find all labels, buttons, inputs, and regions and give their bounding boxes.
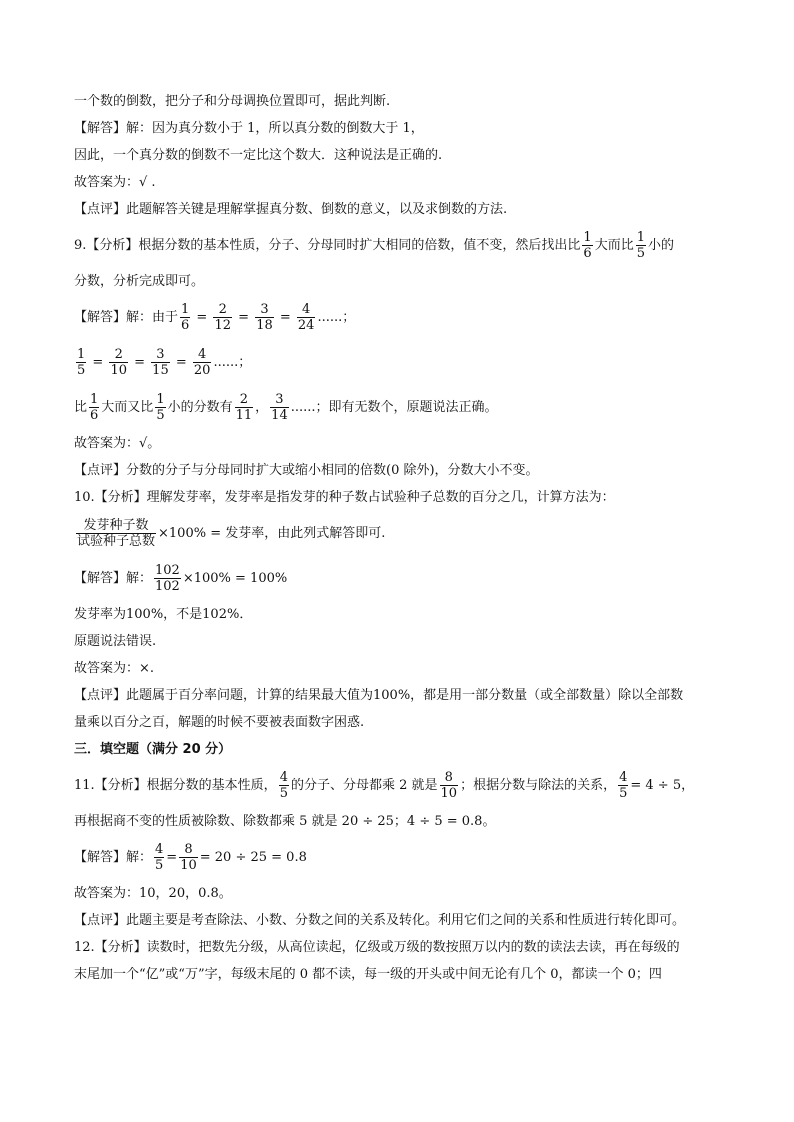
fraction: $\frac{8}{10}$ <box>440 770 458 801</box>
q12-analysis: 12.【分析】读数时，把数先分级，从高位读起，亿级或万级的数按照万以内的数的读法去读，再在每级的 <box>74 940 680 955</box>
q9-conclusion: 比 $\frac{1}{6}$ 大而又比 $\frac{1}{5}$ 小的分数有 $\frac{2}{11}$ ， $\frac{3}{14}$ ......；即有无数个，原题说法正确。 <box>74 392 498 423</box>
q9-solution: 【解答】解：由于 $\frac{1}{6}$ = $\frac{2}{12}$ = $\frac{3}{18}$ = $\frac{4}{24}$ ......； <box>74 302 356 333</box>
answer-line: 故答案为：√ . <box>74 175 156 190</box>
fraction: $\frac{2}{12}$ <box>214 302 232 333</box>
review-line: 【点评】此题主要是考查除法、小数、分数之间的关系及转化。利用它们之间的关系和性质进行转化即可。 <box>74 913 686 928</box>
fraction: $\frac{3}{14}$ <box>271 392 288 423</box>
text-line: 原题说法错误. <box>74 634 157 649</box>
fraction: $\frac{3}{18}$ <box>256 302 273 333</box>
q9-analysis: 9.【分析】根据分数的基本性质，分子、分母同时扩大相同的倍数，值不变，然后找出比 $\frac{1}{6}$ 大而比 $\frac{1}{5}$ 小的 <box>74 230 674 261</box>
fraction: $\frac{2}{11}$ <box>235 392 253 423</box>
fraction: $\frac{102}{102}$ <box>155 563 180 594</box>
section-heading: 三．填空题（满分 20 分） <box>74 742 232 757</box>
text-line: 再根据商不变的性质被除数、除数都乘 5 就是 20 ÷ 25；4 ÷ 5 = 0.8。 <box>74 814 496 829</box>
text-line: 末尾加一个“亿”或“万”字，每级末尾的 0 都不读，每一级的开头或中间无论有几个 0，都读一个 0；四 <box>74 967 662 982</box>
fraction: $\frac{4}{24}$ <box>297 302 315 333</box>
answer-line: 故答案为：10，20，0.8。 <box>74 886 232 901</box>
fraction: $\frac{4}{5}$ <box>619 770 628 801</box>
q11-solution: 【解答】解： $\frac{4}{5}$ = $\frac{8}{10}$ = 20 ÷ 25 = 0.8 <box>74 842 307 873</box>
fraction: $\frac{1}{5}$ <box>636 230 645 261</box>
fraction: $\frac{4}{5}$ <box>155 842 164 873</box>
fraction: $\frac{1}{6}$ <box>583 230 592 261</box>
text-line: 一个数的倒数，把分子和分母调换位置即可，据此判断. <box>74 94 391 109</box>
fraction: $\frac{3}{15}$ <box>152 347 169 378</box>
text-line: 因此，一个真分数的倒数不一定比这个数大．这种说法是正确的. <box>74 148 443 163</box>
review-line: 量乘以百分之百，解题的时候不要被表面数字困惑. <box>74 715 365 730</box>
answer-line: 故答案为：√。 <box>74 436 161 451</box>
review-line: 【点评】分数的分子与分母同时扩大或缩小相同的倍数(0 除外)，分数大小不变。 <box>74 463 539 478</box>
fraction: $\frac{1}{5}$ <box>77 347 86 378</box>
document-content <box>74 92 724 992</box>
q10-analysis: 10.【分析】理解发芽率，发芽率是指发芽的种子数占试验种子总数的百分之几，计算方法为： <box>74 490 615 505</box>
review-line: 【点评】此题解答关键是理解掌握真分数、倒数的意义，以及求倒数的方法. <box>74 202 508 217</box>
q11-analysis: 11.【分析】根据分数的基本性质， $\frac{4}{5}$ 的分子、分母都乘 2 就是 $\frac{8}{10}$ ；根据分数与除法的关系， $\frac{4}{5}$ = 4 ÷ 5， <box>74 770 695 801</box>
fraction: $\frac{8}{10}$ <box>180 842 197 873</box>
review-line: 【点评】此题属于百分率问题，计算的结果最大值为100%，都是用一部分数量（或全部数量）除以全部数 <box>74 688 684 703</box>
fraction: $\frac{\text{发芽种子数}}{\text{试验种子总数}}$ <box>77 518 156 549</box>
q10-formula: $\frac{\text{发芽种子数}}{\text{试验种子总数}}$ ×100% = 发芽率，由此列式解答即可. <box>77 518 386 549</box>
text-line: 【解答】解：因为真分数小于 1，所以真分数的倒数大于 1， <box>74 121 424 136</box>
fraction: $\frac{2}{10}$ <box>110 347 127 378</box>
fraction: $\frac{1}{6}$ <box>181 302 190 333</box>
text-line: 发芽率为100%，不是102%． <box>74 607 253 622</box>
q10-solution: 【解答】解： $\frac{102}{102}$ ×100% = 100% <box>74 563 288 594</box>
fraction: $\frac{4}{5}$ <box>279 770 288 801</box>
fraction: $\frac{1}{5}$ <box>156 392 165 423</box>
fraction: $\frac{4}{20}$ <box>193 347 211 378</box>
fraction: $\frac{1}{6}$ <box>90 392 99 423</box>
answer-line: 故答案为：×. <box>74 661 155 676</box>
q9-equation: $\frac{1}{5}$ = $\frac{2}{10}$ = $\frac{3}{15}$ = $\frac{4}{20}$ ......； <box>77 347 252 378</box>
text-line: 分数，分析完成即可。 <box>74 274 205 289</box>
